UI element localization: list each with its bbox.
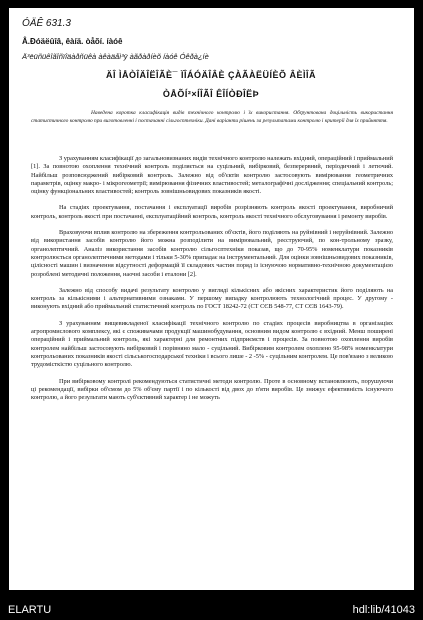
body-paragraph-6: При вибірковому контролі рекомендуються статистичні методи контролю. Проте в основному встановлюють, порушуючи ці рекомендації, вибірки об'ємом до 5% об'єму партії і по кількості від двох до п'яти виробів. Це знижує ефективність існуючого контролю, а його результати мають суб'єктивний характер і не можуть <box>31 377 393 402</box>
affiliation-line: Ä³ëüñüêîãîñïîäàðñüêà àêàäåì³ÿ àãðàðíèõ íàóê Óêðà¿íè <box>22 52 209 61</box>
abstract-text: Наведена коротка класифікація видів технічного контролю і їх використання. Обґрунтована доцільність використання статистичного контролю при виготовленні і постачанні сільгосптехніки. Дані варіанти рішень за результатами контролю і критерії для їх прийняття. <box>31 110 393 124</box>
udc-code: ÓÄÊ 631.3 <box>22 18 71 29</box>
article-body <box>31 155 393 410</box>
repository-label: ELARTU <box>8 604 52 616</box>
abstract <box>31 109 393 125</box>
body-paragraph-1: З урахуванням класифікації до загальновизнаних видів технічного контролю належать вхідний, операційний і приймальний [1]. За повнотою охоплення технічний контроль поділяється на суцільний, вибірковий, безперервний, періодичний і летючий. Найбільш розповсюджений вибірковий контроль. Залежно від об'єктів контролю застосовують вимірювання геометричних параметрів, оцінку макро- і мікрогеометрії; вимірювання фізичних властивостей; металографічні дослідження; спеціальний контроль; оцінку функціональних властивостей; контроль зовнішньовидових показників якості. <box>31 155 393 196</box>
body-paragraph-2: На стадіях проектування, постачання і експлуатації виробів розрізняють контроль якості проектування, виробничий контроль, контроль якості при постачанні, експлуатаційний контроль, контроль якості технічного обслуговування і ремонту виробів. <box>31 204 393 220</box>
body-paragraph-3: Враховуючи вплив контролю на збереження контрольованих об'єктів, його поділяють на руйнівний і неруйнівний. Залежно від використання засобів контролю його можна розподілити на вимірювальний, реєструючий, по кон-трольному зразку, органолептичний. Аналіз використання засобів контролю сільгосптехніки показав, що до 70-95% номенклатури показників контролюється органолептичними методами і тільки 5-30% припадає на інструментальний. Для оцінки зовнішньовидових показників, цілісності машин і визначення відсутності деформацій її складових частин поряд із існуючою нормативно-технічною документацією розроблені методичні положення, наочні засоби і еталони [2]. <box>31 229 393 278</box>
body-paragraph-5: З урахуванням вищевикладеної класифікації технічного контролю по стадіях процесів виробництва в організаціях агропромислового комплексу, які є споживачами продукції машинобудування, основним видом контролю є вхідний. Менш поширені операційний і приймальний контроль, які характерні для ремонтних підприємств і процесів. За повнотою охоплення виробів контролем найбільш застосовують вибірковий і порівняно мало - суцільний. Вибірковим контролем охоплено 95-98% номенклатури контрольованих показників якості сільськогосподарської техніки і всього лише - 2 -5% - суцільним контролем. Це пов'язано з великою трудомісткістю суцільного контролю. <box>31 319 393 369</box>
handle-identifier: hdl:lib/41043 <box>352 604 415 616</box>
article-title-line-1: ÄÎ ÌÅÒÎÄÎËÎÃÈ¯ ÏÎÁÓÄÎÂÈ ÇÀÃÀËÜÍÈÕ ÂÈÌÎÃ <box>106 70 316 80</box>
article-title-line-2: ÒÅÕÍ²×ÍÎÃÎ ÊÎÍÒÐÎËÞ <box>162 89 260 99</box>
body-paragraph-4: Залежно від способу видачі результату контролю у вигляді кількісних або якісних характеристик його поділяють на контроль за кількісними і альтернативними ознаками. У першому випадку контролюють технологічний процес. У другому - виконують вхідний або приймальний статистичний контроль по ГОСТ 18242-72 (СТ СЄВ 548-77, СТ СЄВ 1643-79). <box>31 286 393 311</box>
author-line: Â.Ðóäëûîâ, êàíä. òåõí. íàóê <box>22 37 123 46</box>
journal-page <box>9 8 414 590</box>
